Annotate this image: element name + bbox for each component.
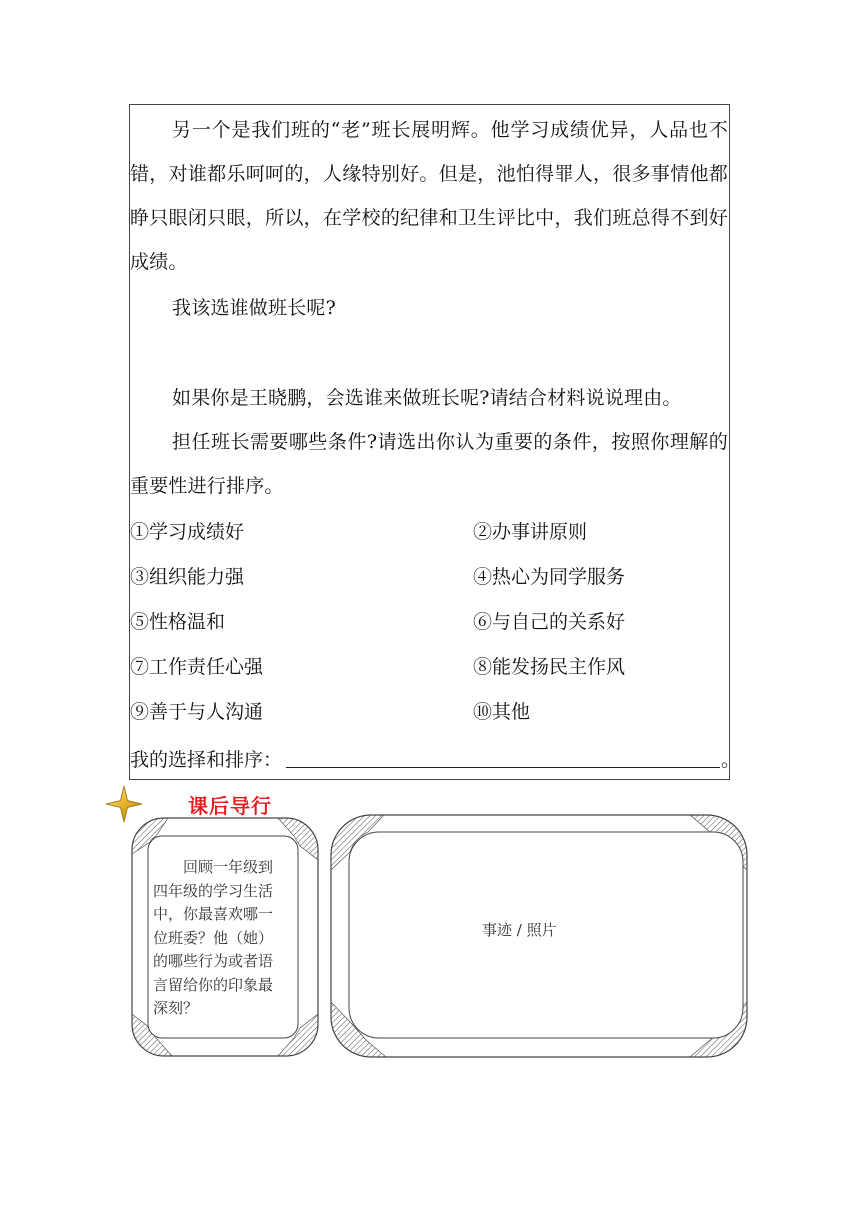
option-9: ⑨善于与人沟通	[130, 701, 264, 723]
option-2: ②办事讲原则	[473, 521, 588, 543]
section-title: 课后导行	[188, 794, 272, 818]
paragraph-prompt: 如果你是王晓鹏，会选谁来做班长呢?请结合材料说说理由。	[172, 387, 682, 409]
card-prompt-text: 回顾一年级到四年级的学习生活中，你最喜欢哪一位班委？他（她）的哪些行为或者语言留给你的印象最深刻？	[153, 858, 274, 1017]
option-10: ⑩其他	[473, 701, 531, 723]
photo-label: 事迹 / 照片	[482, 921, 557, 939]
paragraph-class-monitor: 另一个是我们班的“老”班长展明辉。他学习成绩优异，人品也不错，对谁都乐呵呵的，人缘特别好。但是，池怕得罪人，很多事情他都睁只眼闭只眼，所以，在学校的纪律和卫生评比中，我们班总得不到好成绩。	[130, 119, 728, 273]
answer-end-mark: 。	[721, 749, 741, 771]
answer-blank-line[interactable]	[286, 767, 720, 768]
option-7: ⑦工作责任心强	[130, 656, 264, 678]
option-4: ④热心为同学服务	[473, 566, 626, 588]
option-8: ⑧能发扬民主作风	[473, 656, 626, 678]
option-6: ⑥与自己的关系好	[473, 611, 626, 633]
option-5: ⑤性格温和	[130, 611, 226, 633]
option-1: ①学习成绩好	[130, 521, 245, 543]
option-3: ③组织能力强	[130, 566, 245, 588]
paragraph-conditions: 担任班长需要哪些条件?请选出你认为重要的条件，按照你理解的重要性进行排序。	[130, 431, 728, 497]
paragraph-question: 我该选谁做班长呢?	[172, 297, 336, 319]
answer-label: 我的选择和排序：	[130, 749, 283, 771]
